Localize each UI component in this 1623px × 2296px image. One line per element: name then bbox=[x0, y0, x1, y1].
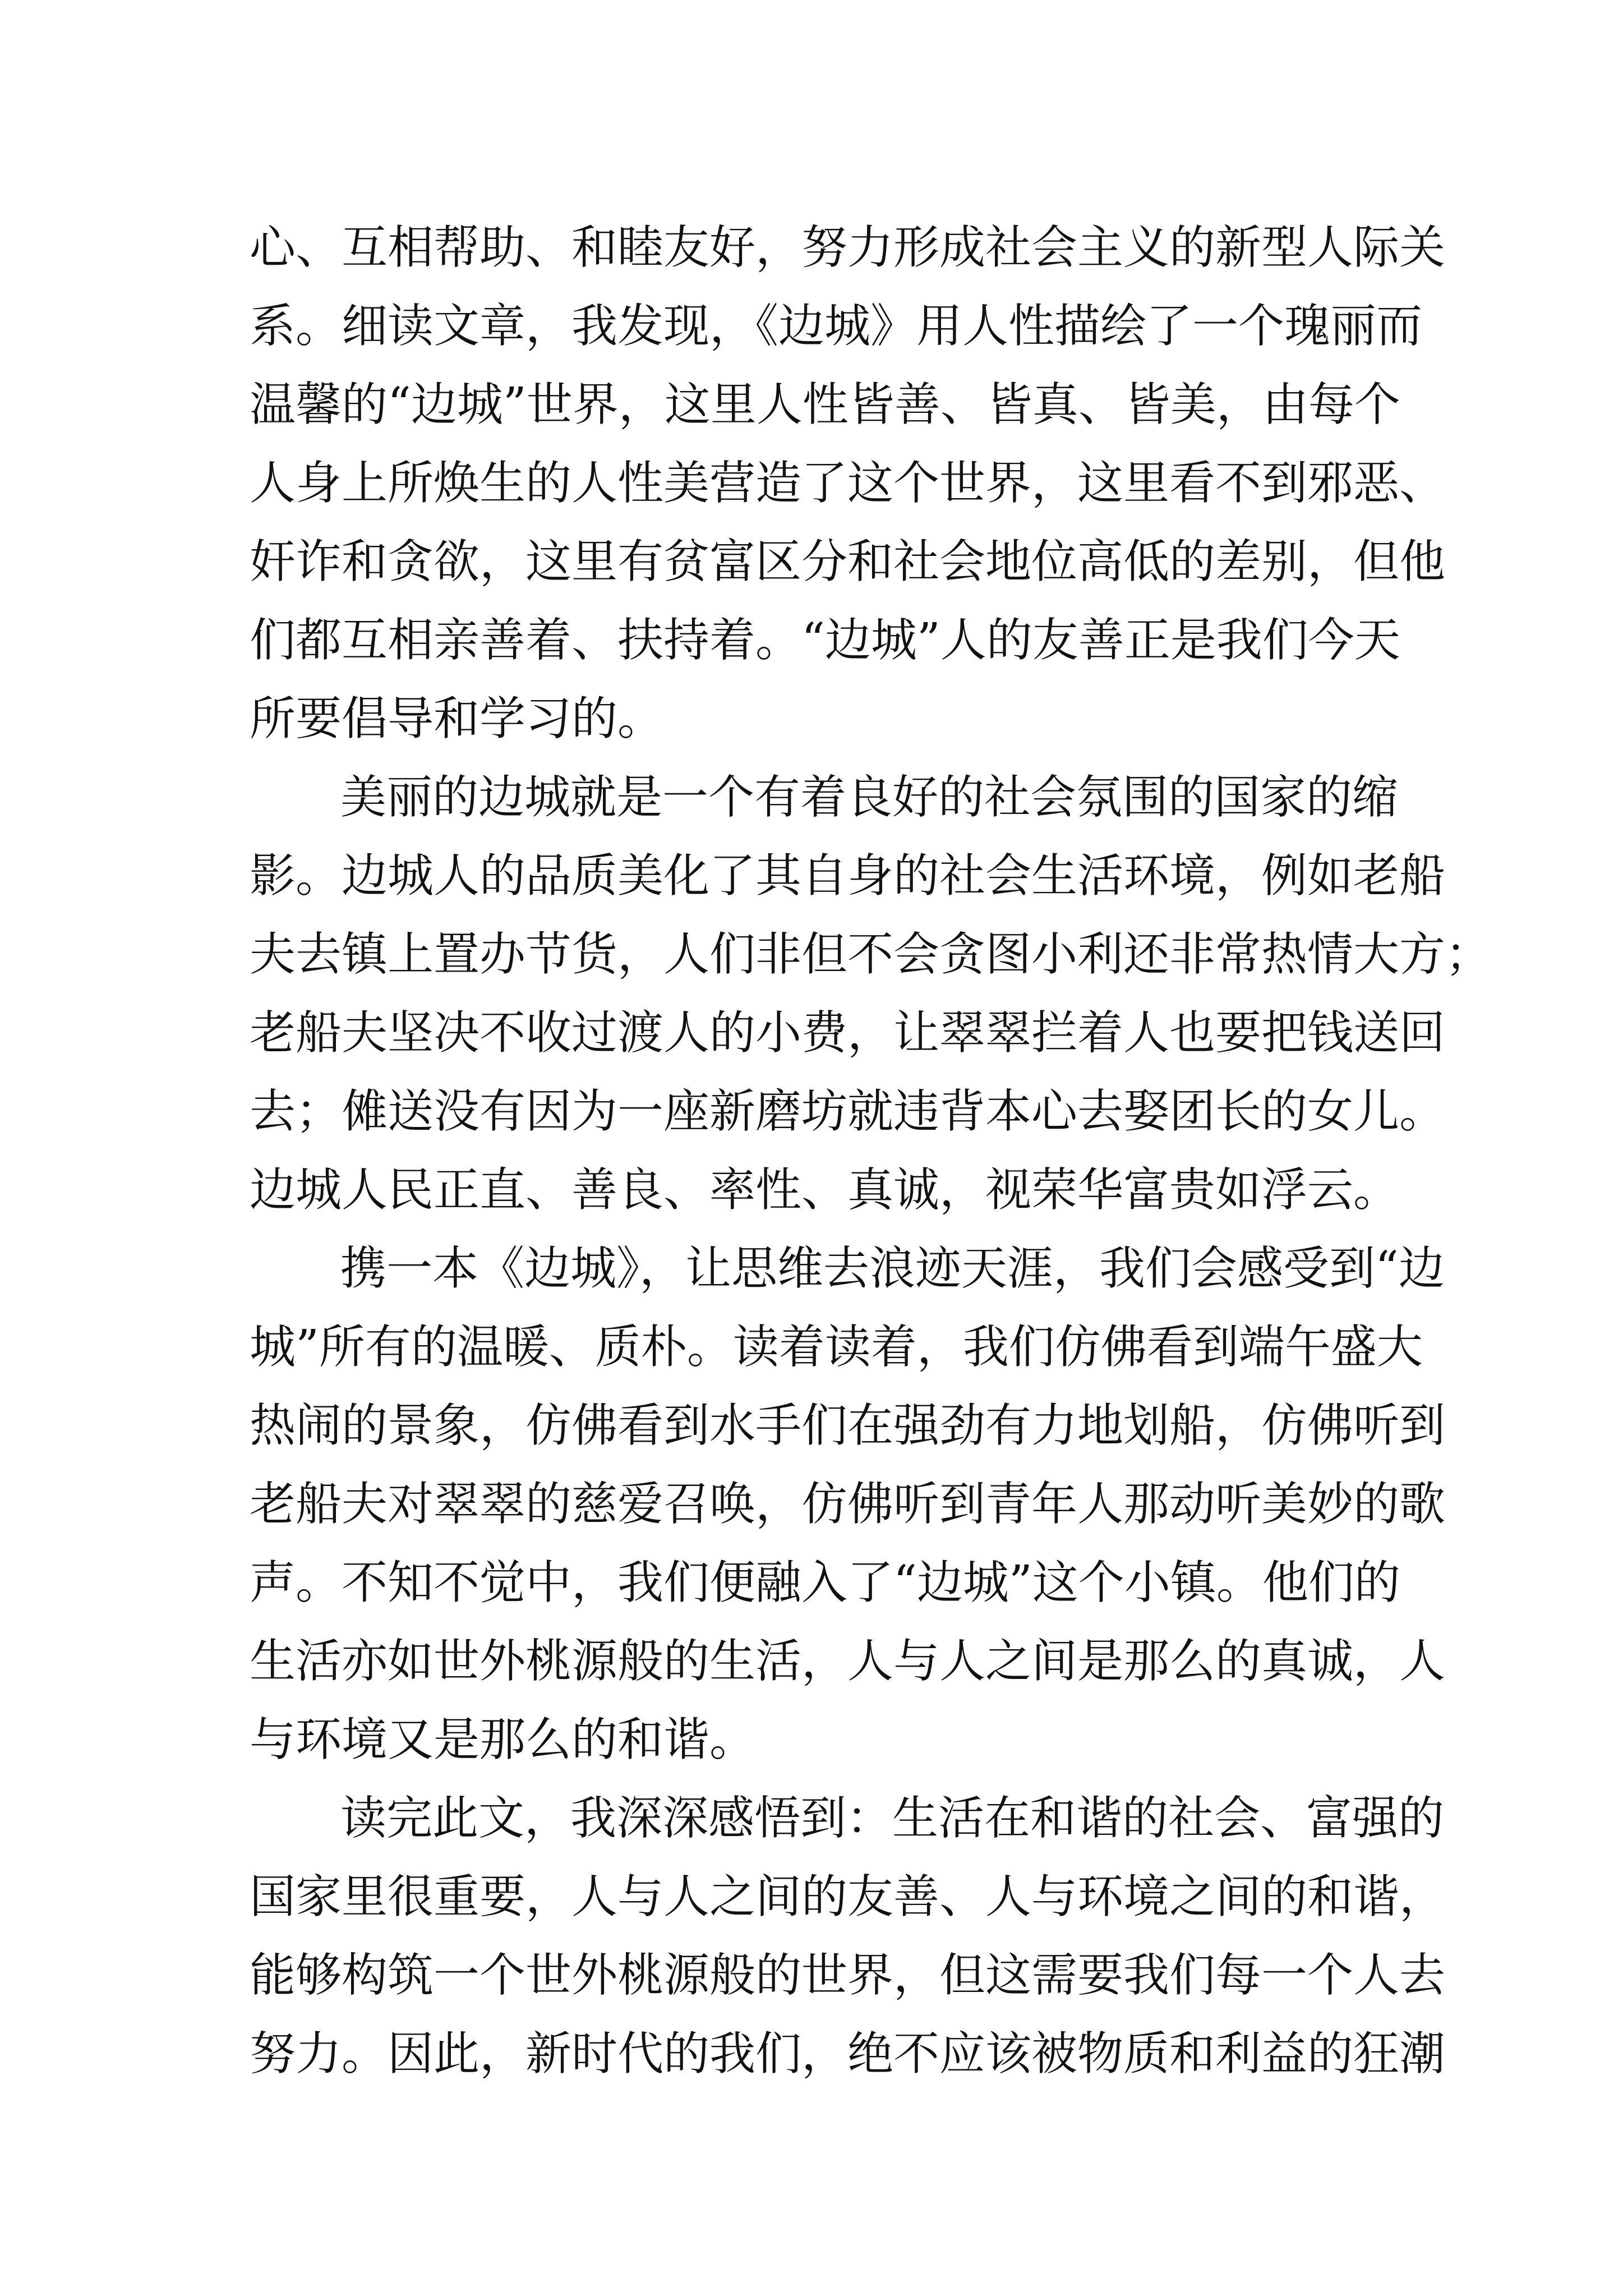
paragraph bbox=[250, 1779, 1446, 2093]
text-line: 影。边城人的品质美化了其自身的社会生活环境，例如老船 bbox=[250, 849, 1446, 903]
text-line: 老船夫对翠翠的慈爱召唤，仿佛听到青年人那动听美妙的歌 bbox=[250, 1478, 1446, 1531]
text-line: 国家里很重要，人与人之间的友善、人与环境之间的和谐， bbox=[250, 1870, 1446, 1924]
text-line: 美丽的边城就是一个有着良好的社会氛围的国家的缩 bbox=[340, 771, 1399, 824]
text-line: 夫去镇上置办节货，人们非但不会贪图小利还非常热情大方； bbox=[250, 928, 1492, 981]
paragraph bbox=[250, 758, 1492, 1230]
text-line: 奸诈和贪欲，这里有贫富区分和社会地位高低的差别，但他 bbox=[250, 535, 1446, 588]
text-line: 读完此文，我深深感悟到：生活在和谐的社会、富强的 bbox=[340, 1792, 1445, 1845]
text-line: 声。不知不觉中，我们便融入了“边城”这个小镇。他们的 bbox=[250, 1556, 1400, 1609]
text-line: 热闹的景象，仿佛看到水手们在强劲有力地划船，仿佛听到 bbox=[250, 1399, 1446, 1452]
text-line: 边城人民正直、善良、率性、真诚，视荣华富贵如浮云。 bbox=[250, 1163, 1400, 1217]
text-line: 人身上所焕生的人性美营造了这个世界，这里看不到邪恶、 bbox=[250, 457, 1446, 510]
text-line: 老船夫坚决不收过渡人的小费，让翠翠拦着人也要把钱送回 bbox=[250, 1006, 1446, 1060]
paragraph bbox=[250, 1230, 1446, 1779]
text-line: 系。细读文章，我发现，《边城》用人性描绘了一个瑰丽而 bbox=[250, 300, 1423, 353]
text-line: 心、互相帮助、和睦友好，努力形成社会主义的新型人际关 bbox=[250, 221, 1446, 274]
text-line: 们都互相亲善着、扶持着。“边城”人的友善正是我们今天 bbox=[250, 614, 1400, 667]
text-line: 生活亦如世外桃源般的生活，人与人之间是那么的真诚，人 bbox=[250, 1635, 1446, 1688]
text-line: 能够构筑一个世外桃源般的世界，但这需要我们每一个人去 bbox=[250, 1949, 1446, 2002]
text-line: 去；傩送没有因为一座新磨坊就违背本心去娶团长的女儿。 bbox=[250, 1085, 1446, 1138]
text-line: 努力。因此，新时代的我们，绝不应该被物质和利益的狂潮 bbox=[250, 2027, 1446, 2081]
text-line: 所要倡导和学习的。 bbox=[250, 692, 664, 746]
text-line: 携一本《边城》，让思维去浪迹天涯，我们会感受到“边 bbox=[340, 1242, 1445, 1295]
text-line: 与环境又是那么的和谐。 bbox=[250, 1713, 756, 1766]
body-text bbox=[250, 209, 1492, 2093]
text-line: 城”所有的温暖、质朴。读着读着，我们仿佛看到端午盛大 bbox=[250, 1320, 1423, 1374]
paragraph bbox=[250, 209, 1446, 758]
text-line: 温馨的“边城”世界，这里人性皆善、皆真、皆美，由每个 bbox=[250, 378, 1400, 431]
